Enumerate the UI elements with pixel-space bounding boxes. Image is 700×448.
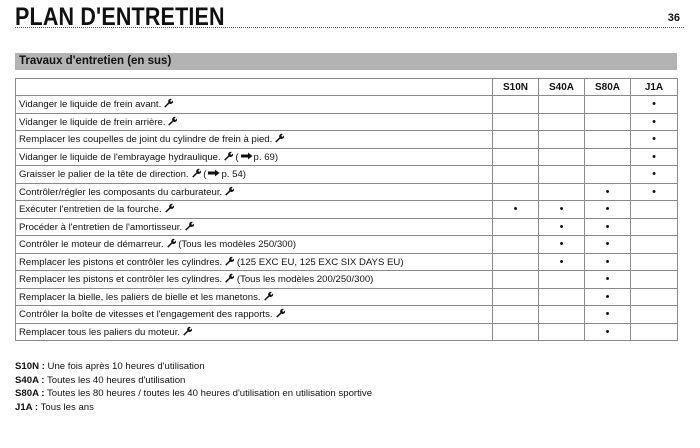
wrench-icon bbox=[223, 151, 233, 161]
table-row bbox=[16, 131, 678, 149]
interval-cell bbox=[631, 218, 678, 236]
wrench-icon bbox=[224, 186, 234, 196]
task-cell bbox=[16, 288, 493, 306]
interval-cell bbox=[539, 271, 585, 289]
interval-cell bbox=[539, 323, 585, 341]
interval-cell bbox=[585, 131, 631, 149]
table-row bbox=[16, 96, 678, 114]
task-label: Vidanger le liquide de frein arrière. bbox=[19, 116, 166, 128]
maintenance-table bbox=[15, 78, 678, 341]
interval-cell bbox=[493, 201, 539, 219]
interval-cell bbox=[539, 306, 585, 324]
interval-cell bbox=[585, 96, 631, 114]
page-title: PLAN D'ENTRETIEN bbox=[15, 3, 225, 31]
interval-cell bbox=[631, 323, 678, 341]
interval-cell bbox=[585, 113, 631, 131]
interval-bullet: • bbox=[652, 133, 656, 146]
interval-cell bbox=[493, 96, 539, 114]
interval-bullet: • bbox=[559, 255, 564, 268]
interval-cell bbox=[631, 148, 678, 166]
reference-page: p. 54 bbox=[221, 169, 243, 181]
interval-bullet: • bbox=[652, 168, 656, 181]
task-label: Remplacer les coupelles de joint du cylindre de frein à pied. bbox=[19, 134, 273, 146]
legend-item bbox=[15, 387, 372, 401]
interval-cell bbox=[585, 218, 631, 236]
legend-text: Tous les ans bbox=[40, 401, 94, 413]
task-label: Remplacer la bielle, les paliers de bielle et les manetons. bbox=[19, 291, 261, 303]
interval-bullet: • bbox=[559, 220, 564, 233]
interval-bullet: • bbox=[652, 98, 656, 111]
interval-bullet: • bbox=[652, 150, 656, 163]
column-header: J1A bbox=[631, 79, 678, 96]
task-cell bbox=[16, 323, 493, 341]
interval-cell bbox=[539, 131, 585, 149]
interval-cell bbox=[631, 271, 678, 289]
interval-cell bbox=[585, 236, 631, 254]
interval-cell bbox=[585, 288, 631, 306]
interval-cell bbox=[493, 148, 539, 166]
task-cell bbox=[16, 306, 493, 324]
interval-bullet: • bbox=[513, 203, 518, 216]
table-row bbox=[16, 271, 678, 289]
interval-bullet: • bbox=[605, 308, 610, 321]
interval-cell bbox=[493, 288, 539, 306]
interval-cell bbox=[539, 166, 585, 184]
interval-bullet: • bbox=[605, 238, 610, 251]
table-header-row bbox=[16, 79, 678, 96]
task-cell bbox=[16, 253, 493, 271]
interval-cell bbox=[585, 253, 631, 271]
interval-bullet: • bbox=[605, 273, 610, 286]
task-cell bbox=[16, 236, 493, 254]
interval-cell bbox=[539, 288, 585, 306]
column-header: S40A bbox=[539, 79, 585, 96]
table-row bbox=[16, 113, 678, 131]
task-cell bbox=[16, 96, 493, 114]
wrench-icon bbox=[166, 238, 176, 248]
task-note: (125 EXC EU, 125 EXC SIX DAYS EU) bbox=[236, 256, 404, 268]
interval-cell bbox=[631, 288, 678, 306]
interval-cell bbox=[585, 306, 631, 324]
interval-cell bbox=[493, 183, 539, 201]
wrench-icon bbox=[163, 98, 173, 108]
legend-item bbox=[15, 374, 372, 388]
interval-cell bbox=[539, 113, 585, 131]
wrench-icon bbox=[274, 133, 284, 143]
page-reference: ( p. 69) bbox=[235, 151, 279, 163]
interval-cell bbox=[585, 148, 631, 166]
table-row bbox=[16, 236, 678, 254]
interval-cell bbox=[585, 183, 631, 201]
task-label: Remplacer les pistons et contrôler les cylindres. bbox=[19, 274, 223, 286]
interval-cell bbox=[493, 218, 539, 236]
column-header: S10N bbox=[493, 79, 539, 96]
pointing-hand-icon bbox=[208, 169, 220, 177]
interval-cell bbox=[493, 113, 539, 131]
interval-cell bbox=[631, 166, 678, 184]
table-row bbox=[16, 148, 678, 166]
wrench-icon bbox=[164, 203, 174, 213]
legend-text: Toutes les 40 heures d'utilisation bbox=[47, 374, 186, 386]
legend-item bbox=[15, 401, 372, 415]
task-label: Remplacer les pistons et contrôler les cylindres. bbox=[19, 256, 223, 268]
interval-bullet: • bbox=[559, 238, 564, 251]
interval-cell bbox=[493, 236, 539, 254]
table-row bbox=[16, 253, 678, 271]
table-row bbox=[16, 201, 678, 219]
task-cell bbox=[16, 113, 493, 131]
interval-cell bbox=[585, 323, 631, 341]
task-cell bbox=[16, 218, 493, 236]
pointing-hand-icon bbox=[241, 152, 253, 160]
interval-cell bbox=[585, 201, 631, 219]
interval-bullet: • bbox=[605, 203, 610, 216]
table-row bbox=[16, 288, 678, 306]
interval-cell bbox=[631, 236, 678, 254]
wrench-icon bbox=[191, 168, 201, 178]
task-label: Graisser le palier de la tête de direction. bbox=[19, 169, 189, 181]
interval-bullet: • bbox=[559, 203, 564, 216]
task-label: Vidanger le liquide de frein avant. bbox=[19, 99, 162, 111]
legend-text: Une fois après 10 heures d'utilisation bbox=[47, 361, 205, 372]
page-number: 36 bbox=[667, 12, 680, 24]
table-row bbox=[16, 323, 678, 341]
table-row bbox=[16, 166, 678, 184]
legend-key: S10N : bbox=[15, 361, 45, 372]
wrench-icon bbox=[224, 273, 234, 283]
interval-cell bbox=[539, 201, 585, 219]
legend-item bbox=[15, 360, 372, 374]
interval-cell bbox=[631, 113, 678, 131]
legend-key: S40A : bbox=[15, 374, 45, 386]
interval-cell bbox=[493, 131, 539, 149]
table-row bbox=[16, 306, 678, 324]
interval-cell bbox=[539, 253, 585, 271]
legend bbox=[15, 360, 372, 414]
interval-cell bbox=[631, 183, 678, 201]
page-reference: ( p. 54) bbox=[203, 169, 246, 181]
task-cell bbox=[16, 131, 493, 149]
column-header-task bbox=[16, 79, 493, 96]
task-label: Procéder à l'entretien de l'amortisseur. bbox=[19, 221, 183, 233]
wrench-icon bbox=[275, 308, 285, 318]
wrench-icon bbox=[182, 326, 192, 336]
wrench-icon bbox=[224, 256, 234, 266]
task-label: Remplacer tous les paliers du moteur. bbox=[19, 326, 181, 338]
interval-cell bbox=[493, 323, 539, 341]
task-note: (Tous les modèles 250/300) bbox=[178, 239, 297, 251]
interval-cell bbox=[585, 271, 631, 289]
interval-cell bbox=[539, 183, 585, 201]
interval-cell bbox=[539, 218, 585, 236]
interval-cell bbox=[631, 96, 678, 114]
interval-bullet: • bbox=[605, 220, 610, 233]
legend-key: S80A : bbox=[15, 388, 45, 400]
task-cell bbox=[16, 148, 493, 166]
wrench-icon bbox=[184, 221, 194, 231]
column-header: S80A bbox=[585, 79, 631, 96]
task-cell bbox=[16, 271, 493, 289]
interval-bullet: • bbox=[652, 115, 656, 128]
wrench-icon bbox=[263, 291, 273, 301]
interval-bullet: • bbox=[652, 185, 656, 198]
task-cell bbox=[16, 183, 493, 201]
interval-cell bbox=[631, 253, 678, 271]
table-row bbox=[16, 183, 678, 201]
interval-cell bbox=[493, 306, 539, 324]
task-label: Contrôler/régler les composants du carburateur. bbox=[19, 186, 223, 198]
table-body bbox=[16, 96, 678, 341]
interval-cell bbox=[631, 201, 678, 219]
interval-bullet: • bbox=[605, 290, 610, 303]
interval-cell bbox=[585, 166, 631, 184]
interval-bullet: • bbox=[605, 255, 610, 268]
section-title: Travaux d'entretien (en sus) bbox=[19, 55, 172, 67]
interval-cell bbox=[493, 166, 539, 184]
interval-bullet: • bbox=[605, 325, 610, 338]
task-note: (Tous les modèles 200/250/300) bbox=[236, 274, 374, 286]
task-label: Contrôler la boîte de vitesses et l'engagement des rapports. bbox=[19, 309, 273, 321]
section-header bbox=[15, 53, 677, 70]
task-label: Vidanger le liquide de l'embrayage hydraulique. bbox=[19, 151, 221, 163]
title-divider bbox=[15, 27, 684, 28]
task-cell bbox=[16, 166, 493, 184]
task-label: Contrôler le moteur de démarreur. bbox=[19, 239, 164, 251]
task-label: Exécuter l'entretien de la fourche. bbox=[19, 204, 162, 216]
task-cell bbox=[16, 201, 493, 219]
interval-cell bbox=[539, 236, 585, 254]
interval-cell bbox=[493, 253, 539, 271]
interval-cell bbox=[631, 131, 678, 149]
interval-cell bbox=[539, 96, 585, 114]
legend-text: Toutes les 80 heures / toutes les 40 heures d'utilisation en utilisation sportive bbox=[47, 388, 373, 400]
interval-cell bbox=[631, 306, 678, 324]
interval-bullet: • bbox=[605, 185, 610, 198]
wrench-icon bbox=[167, 116, 177, 126]
interval-cell bbox=[539, 148, 585, 166]
table-row bbox=[16, 218, 678, 236]
reference-page: p. 69 bbox=[253, 151, 275, 163]
interval-cell bbox=[493, 271, 539, 289]
legend-key: J1A : bbox=[15, 401, 39, 413]
